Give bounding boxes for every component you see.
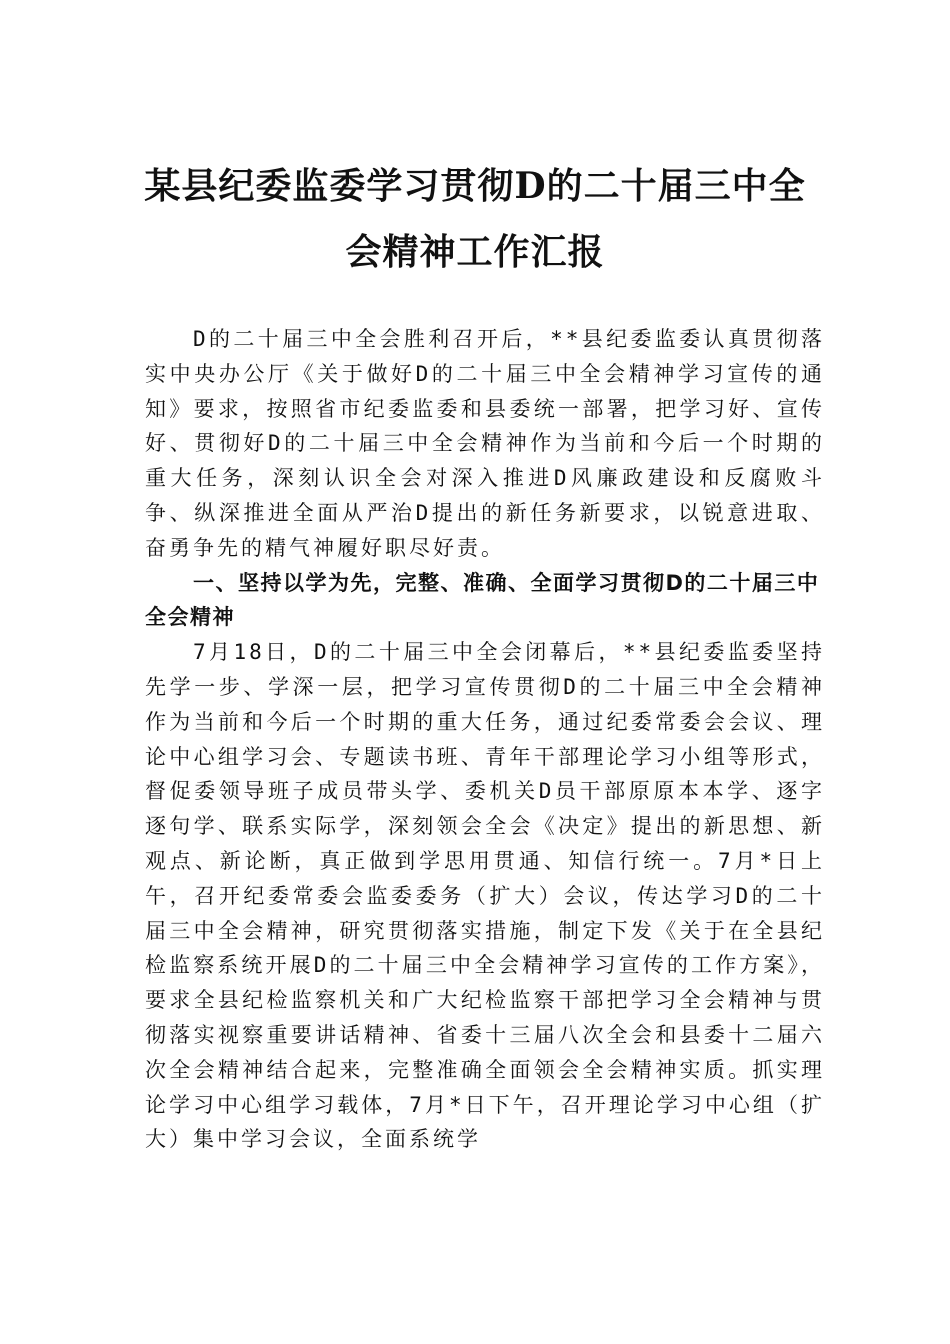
document-title-line-1: 某县纪委监委学习贯彻D的二十届三中全	[144, 165, 806, 207]
section-heading-1: 一、坚持以学为先，完整、准确、全面学习贯彻D的二十届三中全会精神	[145, 570, 820, 630]
section-1-paragraph: 7月18日，D的二十届三中全会闭幕后，**县纪委监委坚持先学一步、学深一层，把学习宣传贯彻D的二十届三中全会精神作为当前和今后一个时期的重大任务，通过纪委常委会会议、理论中心组学习会、专题读书班、青年干部理论学习小组等形式，督促委领导班子成员带头学、委机关D员干部原原本本学、逐字逐句学、联系实际学，深刻领会全会《决定》提出的新思想、新观点、新论断，真正做到学思用贯通、知信行统一。7月*日上午，召开纪委常委会监委委务（扩大）会议，传达学习D的二十届三中全会精神，研究贯彻落实措施，制定下发《关于在全县纪检监察系统开展D的二十届三中全会精神学习宣传的工作方案》，要求全县纪检监察机关和广大纪检监察干部把学习全会精神与贯彻落实视察重要讲话精神、省委十三届八次全会和县委十二届六次全会精神结合起来，完整准确全面领会全会精神实质。抓实理论学习中心组学习载体，7月*日下午，召开理论学习中心组（扩大）集中学习会议，全面系统学	[145, 640, 825, 1152]
document-title-line-2: 会精神工作汇报	[345, 231, 605, 273]
intro-paragraph: D的二十届三中全会胜利召开后，**县纪委监委认真贯彻落实中央办公厅《关于做好D的二十届三中全会精神学习宣传的通知》要求，按照省市纪委监委和县委统一部署，把学习好、宣传好、贯彻好D的二十届三中全会精神作为当前和今后一个时期的重大任务，深刻认识全会对深入推进D风廉政建设和反腐败斗争、纵深推进全面从严治D提出的新任务新要求，以锐意进取、奋勇争先的精气神履好职尽好责。	[145, 327, 825, 560]
document-body	[145, 322, 825, 1157]
